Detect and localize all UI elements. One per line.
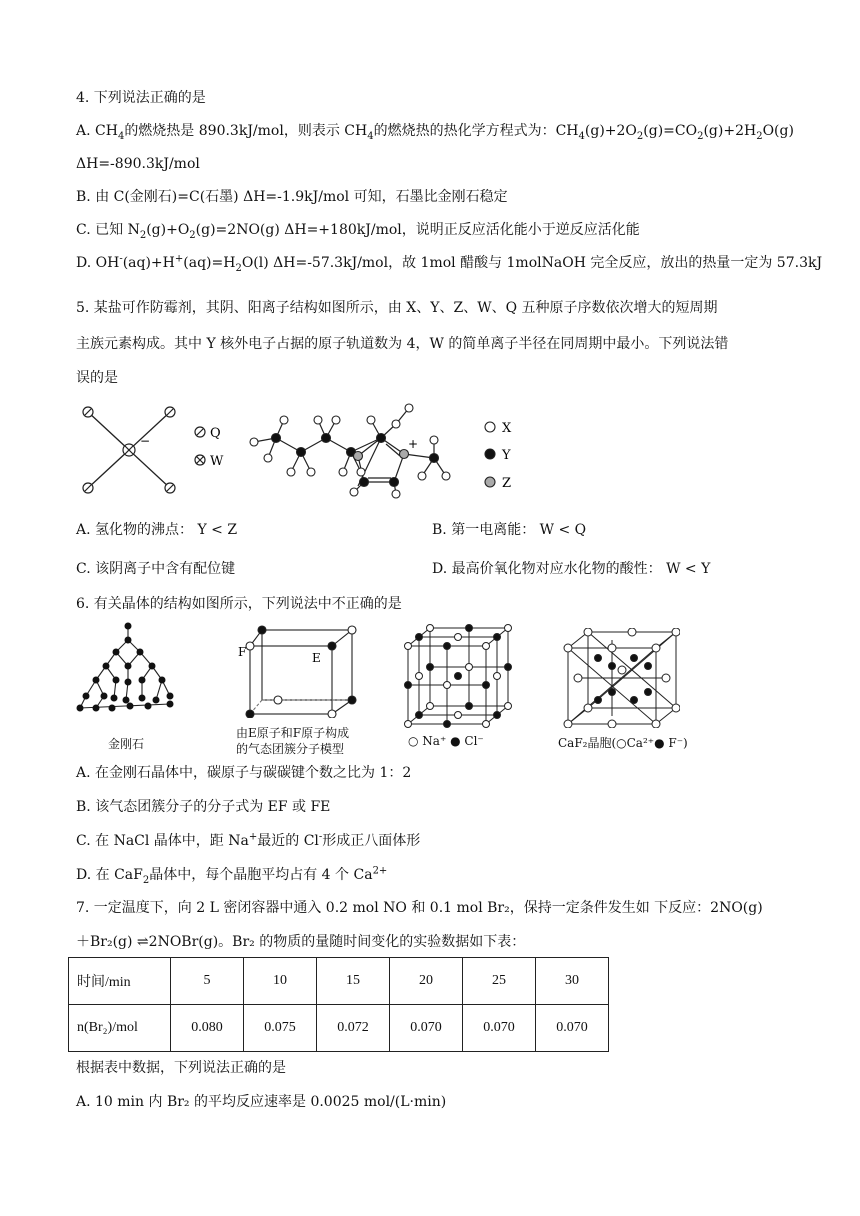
q5-stem-line1: 5. 某盐可作防霉剂，其阴、阳离子结构如图所示，由 X、Y、Z、W、Q 五种原子序数依次增大的短周期 — [76, 300, 718, 316]
q6-stem: 6. 有关晶体的结构如图所示，下列说法中不正确的是 — [76, 596, 402, 612]
legend-q-label: Q — [210, 426, 221, 441]
table-cell: 0.080 — [171, 1005, 244, 1052]
q5-stem-line3: 误的是 — [76, 370, 118, 386]
label-f: F — [238, 645, 247, 659]
diamond-caption: 金刚石 — [108, 737, 145, 751]
q6-option-b: B. 该气态团簇分子的分子式为 EF 或 FE — [76, 799, 331, 815]
caf2-structure-figure — [562, 628, 680, 728]
q5-option-d: D. 最高价氧化物对应水化物的酸性： W < Y — [432, 561, 711, 577]
nacl-caption: ○ Na⁺ ● Cl⁻ — [408, 734, 484, 748]
table-row-time — [69, 958, 609, 1005]
cluster-caption-2: 的气态团簇分子模型 — [236, 742, 345, 756]
br2-data-table — [68, 957, 609, 1052]
table-cell: 15 — [317, 958, 390, 1005]
q7-stem-line2: ＋Br₂(g) ⇌2NOBr(g)。Br₂ 的物质的量随时间变化的实验数据如下表： — [76, 934, 526, 950]
q5-option-b: B. 第一电离能： W < Q — [432, 522, 587, 538]
q4-stem: 4. 下列说法正确的是 — [76, 90, 206, 106]
table-cell: 20 — [390, 958, 463, 1005]
q5-stem-line2: 主族元素构成。其中 Y 核外电子占据的原子轨道数为 4，W 的简单离子半径在同周期中最小。下列说法错 — [76, 336, 729, 352]
table-cell: 25 — [463, 958, 536, 1005]
anion-charge: − — [140, 434, 151, 448]
caf2-caption: CaF₂晶胞(○Ca²⁺● F⁻) — [558, 736, 688, 750]
cation-charge: + — [408, 437, 419, 451]
q4-option-a: A. $CH_4$的燃烧热是 890.3kJ/mol，则表示 $CH_4$的燃烧热的热化学方程式为：$CH_4(g)+2O_2(g)=CO_2(g)+2H_2O(g)$ — [76, 123, 794, 142]
q7-option-a: A. 10 min 内 Br₂ 的平均反应速率是 0.0025 mol/(L·min) — [76, 1094, 447, 1110]
table-cell: 5 — [171, 958, 244, 1005]
q7-after-table: 根据表中数据，下列说法正确的是 — [76, 1060, 286, 1076]
q4-option-a-cont: ΔH=-890.3kJ/mol — [76, 156, 200, 172]
table-row-amount — [69, 1005, 609, 1052]
q6-option-d: D. 在 CaF$_2$晶体中，每个晶胞平均占有 4 个 $Ca^{2+}$ — [76, 865, 388, 886]
legend-x-label: X — [502, 421, 512, 436]
q7-stem-line1: 7. 一定温度下，向 2 L 密闭容器中通入 0.2 mol NO 和 0.1 mol Br₂，保持一定条件发生如 下反应：2NO(g) — [76, 900, 763, 916]
nacl-structure-figure — [402, 622, 514, 728]
table-cell: 0.070 — [463, 1005, 536, 1052]
q4-option-b: B. 由 C(金刚石)=C(石墨) ΔH=-1.9kJ/mol 可知，石墨比金刚石稳定 — [76, 189, 508, 205]
table-cell: 0.075 — [244, 1005, 317, 1052]
q5-option-c: C. 该阴离子中含有配位键 — [76, 561, 236, 577]
legend-y-label: Y — [502, 448, 511, 463]
q6-option-c: C. 在 NaCl 晶体中，距 Na+最近的 Cl-形成正八面体形 — [76, 831, 421, 849]
table-cell: 0.070 — [390, 1005, 463, 1052]
legend-w-label: W — [210, 454, 224, 469]
table-header-amount: n(Br₂)/mol — [69, 1005, 171, 1052]
table-cell: 0.070 — [536, 1005, 609, 1052]
cluster-caption-1: 由E原子和F原子构成 — [236, 726, 350, 740]
q5-option-a: A. 氢化物的沸点： Y < Z — [76, 522, 238, 538]
table-cell: 30 — [536, 958, 609, 1005]
q5-anion-diagram — [76, 402, 236, 498]
label-e: E — [312, 651, 321, 665]
table-cell: 0.072 — [317, 1005, 390, 1052]
q5-cation-diagram — [246, 400, 521, 500]
q4-option-c: C. 已知 $N_2(g)+O_2(g)=2NO(g)$ ΔH=+180kJ/mol，说明正反应活化能小于逆反应活化能 — [76, 222, 640, 241]
diamond-structure-figure — [76, 620, 176, 716]
q4-option-d: D. $OH^-(aq)+H^+(aq)=H_2O(l)$ ΔH=-57.3kJ/mol，故 1mol 醋酸与 1molNaOH 完全反应，放出的热量一定为 57.3kJ — [76, 253, 823, 274]
ef-cluster-figure — [234, 622, 364, 718]
q6-option-a: A. 在金刚石晶体中，碳原子与碳碳键个数之比为 1：2 — [76, 765, 412, 781]
table-cell: 10 — [244, 958, 317, 1005]
table-header-time: 时间/min — [69, 958, 171, 1005]
legend-z-label: Z — [502, 476, 512, 491]
